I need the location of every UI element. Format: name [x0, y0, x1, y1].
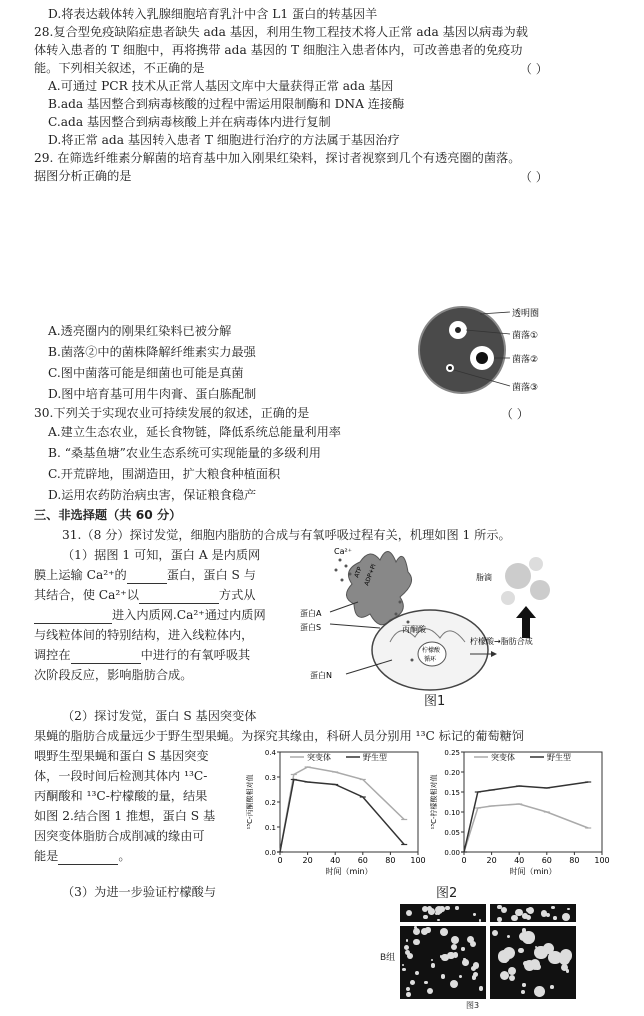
- figure-2-chart-pyruvate: [244, 744, 434, 880]
- micrograph-droplet: [435, 906, 443, 914]
- figure-1-caption: 图1: [424, 694, 446, 709]
- micrograph-droplet: [441, 974, 445, 978]
- q30-option-a: A.建立生态农业，延长食物链，降低系统总能量利用率: [48, 425, 341, 439]
- label-citrate-cycle: 柠檬酸: [422, 647, 441, 654]
- text: 。: [118, 849, 131, 863]
- x-tick-label: 100: [594, 856, 610, 865]
- label-protein-n: 蛋白N: [310, 671, 332, 680]
- q30-answer-bracket: （ ）: [500, 407, 529, 421]
- text: 进入内质网.Ca²⁺通过内质网: [112, 608, 266, 622]
- micrograph-droplet: [423, 915, 427, 919]
- micrograph-droplet: [534, 986, 545, 997]
- label-adp: ADP+Pi: [363, 563, 378, 587]
- micrograph-droplet: [406, 992, 411, 997]
- label-colony-2: 菌落②: [512, 355, 539, 365]
- micrograph-droplet: [440, 928, 448, 936]
- figure-3-caption: 图3: [466, 1001, 480, 1010]
- text: 方式从: [218, 588, 256, 602]
- micrograph-droplet: [406, 987, 410, 991]
- micrograph-a2: [490, 904, 576, 922]
- micrograph-droplet: [559, 954, 570, 965]
- q31-p2-line2: 果蝇的脂肪合成量远少于野生型果蝇。为探究其缘由，科研人员分别用 ¹³C 标记的葡萄糖饲: [34, 729, 524, 743]
- micrograph-droplet: [450, 980, 458, 988]
- blank-4[interactable]: [71, 651, 141, 664]
- x-axis-label: 时间（min）: [509, 867, 557, 876]
- q30-stem: 30.下列关于实现农业可持续发展的叙述，正确的是: [34, 406, 310, 420]
- colony-3: [448, 366, 452, 370]
- micrograph-droplet: [445, 906, 450, 911]
- micrograph-droplet: [402, 964, 404, 966]
- micrograph-droplet: [427, 988, 433, 994]
- text: 调控在: [34, 648, 71, 662]
- x-tick-label: 40: [514, 856, 525, 865]
- micrograph-droplet: [479, 919, 481, 921]
- colony-1: [455, 327, 461, 333]
- micrograph-droplet: [551, 906, 554, 909]
- blank-5[interactable]: [58, 852, 118, 865]
- micrograph-droplet: [467, 936, 474, 943]
- q30-option-d: D.运用农药防治病虫害，保证粮食稳产: [48, 488, 257, 502]
- micrograph-droplet: [518, 948, 523, 953]
- endoplasmic-reticulum: [346, 551, 411, 624]
- figure-1-diagram: [300, 542, 570, 692]
- micrograph-droplet: [431, 959, 433, 961]
- lipid-droplet: [501, 591, 515, 605]
- x-tick-label: 60: [357, 856, 368, 865]
- micrograph-droplet: [461, 947, 464, 950]
- micrograph-droplet: [534, 946, 548, 960]
- micrograph-droplet: [473, 913, 475, 915]
- micrograph-droplet: [414, 926, 417, 929]
- micrograph-droplet: [509, 975, 515, 981]
- y-axis-label: ¹³C-丙酮酸相对值: [246, 774, 254, 830]
- y-tick-label: 0.05: [444, 829, 460, 837]
- q29-option-b: B.菌落②中的菌株降解纤维素实力最强: [48, 345, 256, 359]
- colony-2: [476, 352, 488, 364]
- micrograph-b2: [490, 926, 576, 999]
- x-axis-label: 时间（min）: [325, 867, 373, 876]
- y-tick-label: 0.1: [264, 824, 276, 832]
- label-colony-1: 菌落①: [512, 331, 539, 341]
- label-pyruvate: 丙酮酸: [402, 625, 426, 634]
- x-tick-label: 0: [461, 856, 467, 865]
- micrograph-droplet: [526, 915, 531, 920]
- x-tick-label: 20: [486, 856, 497, 865]
- q31-p2-line1: （2）探讨发觉，蛋白 S 基因突变体: [62, 709, 257, 723]
- q30-option-c: C.开荒辟地，围湖造田，扩大粮食种植面积: [48, 467, 281, 481]
- q29-option-d: D.图中培育基可用牛肉膏、蛋白胨配制: [48, 387, 257, 401]
- lipid-droplet: [530, 580, 550, 600]
- micrograph-droplet: [413, 939, 419, 945]
- q31-p1-line4: [34, 607, 266, 624]
- q31-p2-line8: [34, 848, 131, 865]
- x-tick-label: 40: [330, 856, 341, 865]
- x-tick-label: 0: [277, 856, 283, 865]
- x-tick-label: 20: [302, 856, 313, 865]
- micrograph-droplet: [437, 919, 440, 922]
- q29-option-c: C.图中菌落可能是细菌也可能是真菌: [48, 366, 244, 380]
- plot-frame: [464, 752, 602, 852]
- q29-stem-2: 据图分析正确的是: [34, 169, 132, 183]
- micrograph-droplet: [431, 963, 436, 968]
- q30-option-b: B. “桑基鱼塘”农业生态系统可实现能量的多级利用: [48, 446, 321, 460]
- q28-stem-3: 能。下列相关叙述，不正确的是: [34, 61, 205, 75]
- y-tick-label: 0.25: [444, 749, 460, 757]
- micrograph-a1: [400, 904, 486, 922]
- y-tick-label: 0.10: [444, 809, 460, 817]
- q31-p2-line4: 体，一段时间后检测其体内 ¹³C-: [34, 769, 208, 783]
- micrograph-droplet: [521, 990, 525, 994]
- micrograph-droplet: [410, 980, 415, 985]
- label-clear-zone: 透明圈: [512, 309, 540, 319]
- micrograph-b1: [400, 926, 486, 999]
- text: 中进行的有氧呼吸其: [140, 648, 251, 662]
- micrograph-droplet: [413, 928, 420, 935]
- legend-label: 野生型: [363, 753, 387, 762]
- q31-p1-line5: 与线粒体间的特别结构，进入线粒体内，: [34, 628, 254, 642]
- q31-p1-line6: [34, 647, 250, 664]
- micrograph-droplet: [497, 917, 502, 922]
- q28-option-b: B.ada 基因整合到病毒核酸的过程中需运用限制酶和 DNA 连接酶: [48, 97, 405, 111]
- text: 蛋白，蛋白 S 与: [166, 568, 256, 582]
- q31-p2-line5: 丙酮酸和 ¹³C-柠檬酸的量，结果: [34, 789, 208, 803]
- micrograph-droplet: [562, 913, 570, 921]
- line-l1: D.将表达载体转入乳腺细胞培育乳汁中含 L1 蛋白的转基因羊: [48, 7, 378, 21]
- y-tick-label: 0.00: [444, 849, 460, 857]
- petri-dish-figure: [410, 300, 560, 400]
- micrograph-droplet: [462, 959, 469, 966]
- micrograph-droplet: [522, 983, 525, 986]
- q29-option-a: A.透亮圈内的刚果红染料已被分解: [48, 324, 232, 338]
- micrograph-droplet: [500, 971, 509, 980]
- q28-answer-bracket: （ ）: [519, 62, 548, 76]
- q29-stem-1: 29. 在筛选纤维素分解菌的培育基中加入刚果红染料，探讨者视察到几个有透亮圈的菌落。: [34, 151, 521, 165]
- micrograph-droplet: [406, 910, 412, 916]
- series-line-mutant: [464, 804, 588, 852]
- q28-stem-1: 28.复合型免疫缺陷症患者缺失 ada 基因，利用生物工程技术将人正常 ada 基因以病毒为载: [34, 25, 528, 39]
- q28-option-a: A.可通过 PCR 技术从正常人基因文库中大量获得正常 ada 基因: [48, 79, 394, 93]
- legend-label: 突变体: [491, 753, 515, 762]
- q31-p1-line3: [34, 587, 255, 604]
- blank-2[interactable]: [139, 591, 219, 604]
- micrograph-droplet: [428, 908, 435, 915]
- section-3-heading: 三、非选择题（共 60 分）: [34, 508, 182, 522]
- q31-p2-line7: 因突变体脂肪合成削减的缘由可: [34, 829, 205, 843]
- micrograph-droplet: [424, 981, 427, 984]
- y-tick-label: 0.20: [444, 769, 460, 777]
- label-lipid-droplet: 脂滴: [476, 573, 492, 582]
- micrograph-droplet: [402, 968, 406, 972]
- y-tick-label: 0.0: [264, 849, 276, 857]
- label-citrate-to-fat: 柠檬酸→脂肪合成: [470, 637, 533, 646]
- micrograph-droplet: [530, 959, 541, 970]
- micrograph-droplet: [451, 936, 459, 944]
- q28-stem-2: 体转入患者的 T 细胞中，再将携带 ada 基因的 T 细胞注入患者体内，可改善患者的免疫功: [34, 43, 523, 57]
- micrograph-droplet: [415, 971, 419, 975]
- micrograph-droplet: [508, 967, 516, 975]
- blank-3[interactable]: [34, 611, 112, 624]
- micrograph-droplet: [473, 962, 480, 969]
- legend-label: 突变体: [307, 753, 331, 762]
- figure-2-caption: 图2: [436, 886, 458, 901]
- up-arrow-icon: [516, 606, 536, 638]
- x-tick-label: 60: [541, 856, 552, 865]
- label-atp: ATP: [353, 566, 364, 579]
- q31-p1-line2: [34, 567, 256, 584]
- q29-answer-bracket: （ ）: [519, 170, 548, 184]
- label-protein-s: 蛋白S: [300, 623, 322, 632]
- petri-dish: [419, 307, 505, 393]
- q28-option-c: C.ada 基因整合到病毒核酸上并在病毒体内进行复制: [48, 115, 331, 129]
- q31-p2-line3: 喂野生型果蝇和蛋白 S 基因突变: [34, 749, 209, 763]
- micrograph-droplet: [567, 908, 569, 910]
- micrograph-droplet: [451, 944, 457, 950]
- label-ca: Ca²⁺: [334, 547, 352, 556]
- series-line-wildtype: [280, 780, 404, 853]
- q31-p1-line1: （1）据图 1 可知，蛋白 A 是内质网: [62, 548, 261, 562]
- micrograph-droplet: [498, 950, 511, 963]
- y-tick-label: 0.15: [444, 789, 460, 797]
- q31-stem: 31.（8 分）探讨发觉，细胞内脂肪的合成与有氧呼吸过程有关，机理如图 1 所示。: [62, 528, 511, 542]
- x-tick-label: 80: [385, 856, 396, 865]
- micrograph-droplet: [566, 969, 570, 973]
- q31-p3-line1: （3）为进一步验证柠檬酸与: [62, 885, 217, 899]
- micrograph-droplet: [425, 927, 430, 932]
- micrograph-droplet: [479, 986, 484, 991]
- q31-p2-line6: 如图 2.结合图 1 推想，蛋白 S 基: [34, 809, 216, 823]
- y-tick-label: 0.2: [264, 799, 276, 807]
- micrograph-droplet: [459, 975, 462, 978]
- x-tick-label: 100: [410, 856, 426, 865]
- label-citrate-cycle-2: 循环: [424, 656, 437, 663]
- micrograph-droplet: [507, 935, 510, 938]
- y-tick-label: 0.4: [264, 749, 276, 757]
- micrograph-droplet: [550, 985, 554, 989]
- micrograph-droplet: [511, 915, 517, 921]
- micrograph-droplet: [522, 931, 534, 943]
- label-colony-3: 菌落③: [512, 383, 539, 393]
- text: 能是: [34, 849, 59, 863]
- micrograph-droplet: [472, 975, 477, 980]
- text: 膜上运输 Ca²⁺的: [34, 568, 127, 582]
- label-b-group: B组: [380, 953, 396, 963]
- x-tick-label: 80: [569, 856, 580, 865]
- micrograph-droplet: [447, 952, 454, 959]
- label-protein-a: 蛋白A: [300, 609, 322, 618]
- micrograph-droplet: [407, 953, 413, 959]
- series-line-wildtype: [464, 782, 588, 852]
- micrograph-droplet: [553, 916, 557, 920]
- blank-1[interactable]: [127, 571, 167, 584]
- micrograph-droplet: [406, 939, 408, 941]
- micrograph-droplet: [492, 930, 498, 936]
- text: 其结合，使 Ca²⁺以: [34, 588, 139, 602]
- lipid-droplet: [505, 563, 531, 589]
- q28-option-d: D.将正常 ada 基因转入患者 T 细胞进行治疗的方法属于基因治疗: [48, 133, 400, 147]
- q31-p1-line7: 次阶段反应，影响脂肪合成。: [34, 668, 193, 682]
- y-tick-label: 0.3: [264, 774, 276, 782]
- micrograph-droplet: [455, 906, 458, 909]
- lipid-droplet: [529, 557, 543, 571]
- figure-2-chart-citrate: [428, 744, 628, 880]
- legend-label: 野生型: [547, 753, 571, 762]
- figure-3-micrographs: [400, 904, 580, 999]
- y-axis-label: ¹³C-柠檬酸相对值: [430, 774, 438, 830]
